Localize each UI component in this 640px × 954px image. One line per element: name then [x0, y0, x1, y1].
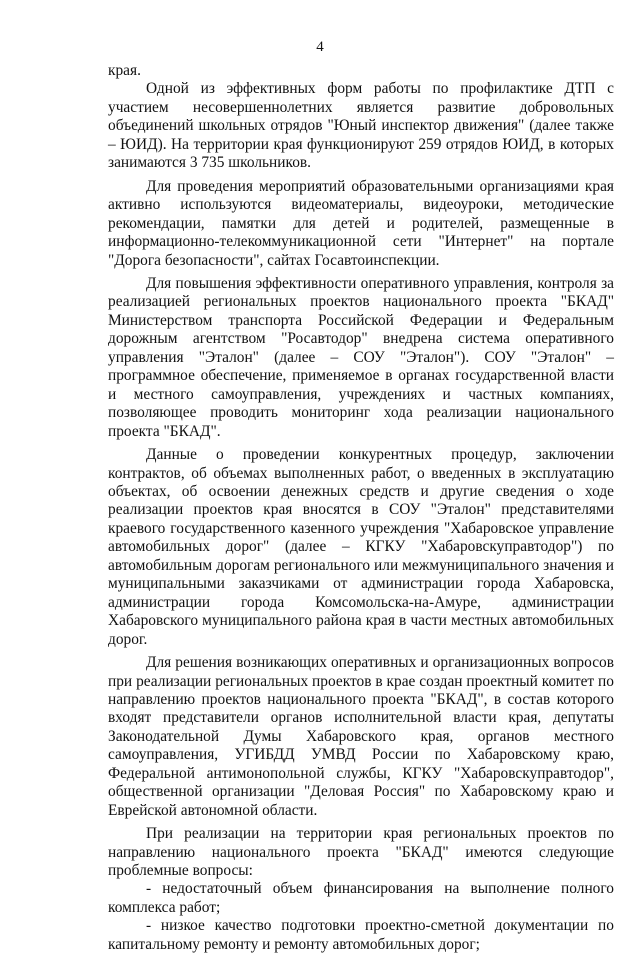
- paragraph-problems-intro: При реализации на территории края региональных проектов по направлению национального проекта "БКАД" имеются следующие проблемные вопросы:: [108, 825, 614, 880]
- list-item-financing: - недостаточный объем финансирования на выполнение полного комплекса работ;: [108, 880, 614, 916]
- document-body: [108, 62, 614, 954]
- paragraph-continuation: края.: [108, 62, 141, 79]
- list-item-documentation: - низкое качество подготовки проектно-сметной документации по капитальному ремонту и ремонту автомобильных дорог;: [108, 917, 614, 953]
- paragraph-project-committee: Для решения возникающих оперативных и организационных вопросов при реализации региональных проектов в крае создан проектный комитет по направлению проектов национального проекта "БКАД", в состав которого входят представители органов исполнительной власти края, депутаты Законодательной Думы Хабаровского края, органов местного самоуправления, УГИБДД УМВД России по Хабаровскому краю, Федеральной антимонопольной службы, КГКУ "Хабаровскуправтодор", общественной организации "Деловая Россия" по Хабаровскому краю и Еврейской автономной области.: [108, 654, 614, 819]
- paragraph-yuid: Одной из эффективных форм работы по профилактике ДТП с участием несовершеннолетних является развитие добровольных объединений школьных отрядов "Юный инспектор движения" (далее также – ЮИД). На территории края функционируют 259 отрядов ЮИД, в которых занимаются 3 735 школьников.: [108, 80, 614, 172]
- page-number: 4: [316, 39, 324, 55]
- paragraph-etalon-system: Для повышения эффективности оперативного управления, контроля за реализацией региональных проектов национального проекта "БКАД" Министерством транспорта Российской Федерации и Федеральным дорожным агентством "Росавтодор" внедрена система оперативного управления "Эталон" (далее – СОУ "Эталон"). СОУ "Эталон" – программное обеспечение, применяемое в органах государственной власти и местного самоуправления, учреждениях и частных компаниях, позволяющее проводить мониторинг хода реализации национального проекта "БКАД".: [108, 274, 614, 440]
- paragraph-etalon-data: Данные о проведении конкурентных процедур, заключении контрактов, об объемах выполненных работ, о введенных в эксплуатацию объектах, об освоении денежных средств и другие сведения о ходе реализации проектов края вносятся в СОУ "Эталон" представителями краевого государственного казенного учреждения "Хабаровское управление автомобильных дорог" (далее – КГКУ "Хабаровскуправтодор") по автомобильным дорогам регионального или межмуниципального значения и муниципальными заказчиками от администрации города Хабаровска, администрации города Комсомольска-на-Амуре, администрации Хабаровского муниципального района края в части местных автомобильных дорог.: [108, 446, 614, 648]
- paragraph-materials: Для проведения мероприятий образовательными организациями края активно используются видеоматериалы, видеоуроки, методические рекомендации, памятки для детей и родителей, размещенные в информационно-телекоммуникационной сети "Интернет" на портале "Дорога безопасности", сайтах Госавтоинспекции.: [108, 177, 614, 269]
